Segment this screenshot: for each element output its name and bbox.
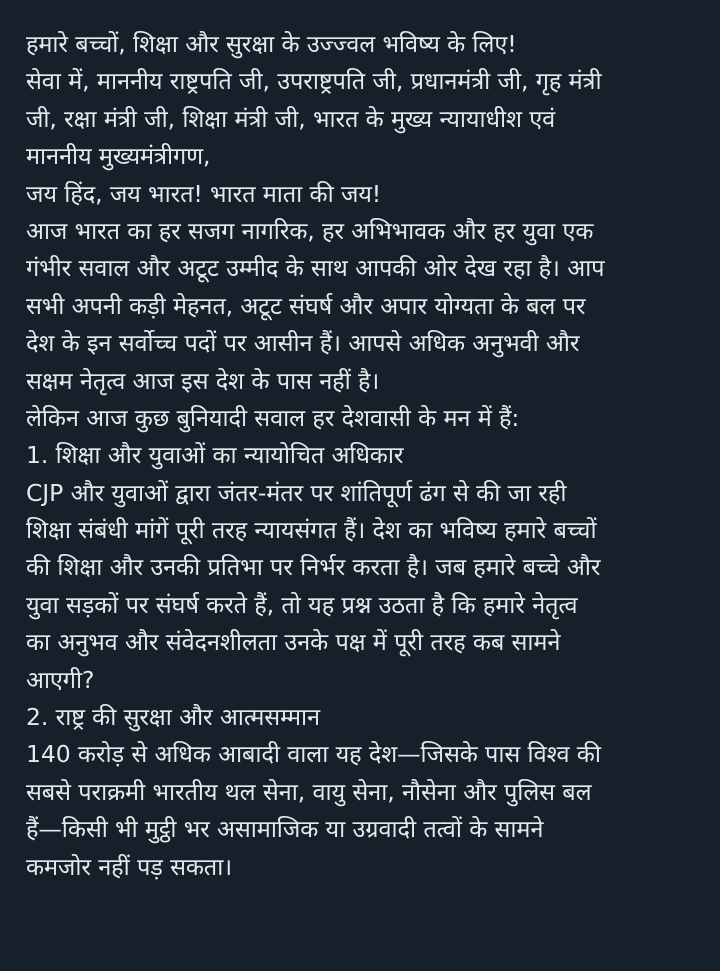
post-text	[26, 26, 716, 886]
post-line: आएगी?	[26, 665, 95, 694]
post-line: सभी अपनी कड़ी मेहनत, अटूट संघर्ष और अपार योग्यता के बल पर	[26, 291, 586, 320]
post-line: आज भारत का हर सजग नागरिक, हर अभिभावक और हर युवा एक	[26, 216, 594, 245]
post-line: हमारे बच्चों, शिक्षा और सुरक्षा के उज्ज्वल भविष्य के लिए!	[26, 30, 517, 58]
section-heading: 1. शिक्षा और युवाओं का न्यायोचित अधिकार	[26, 441, 404, 470]
post-line: लेकिन आज कुछ बुनियादी सवाल हर देशवासी के मन में हैं:	[26, 403, 520, 432]
post-line: माननीय मुख्यमंत्रीगण,	[26, 142, 211, 171]
post-line: CJP और युवाओं द्वारा जंतर-मंतर पर शांतिपूर्ण ढंग से की जा रही	[26, 478, 567, 507]
post-line: युवा सड़कों पर संघर्ष करते हैं, तो यह प्रश्न उठता है कि हमारे नेतृत्व	[26, 590, 578, 619]
post-line: शिक्षा संबंधी मांगें पूरी तरह न्यायसंगत हैं। देश का भविष्य हमारे बच्चों	[26, 516, 597, 545]
post-line: जी, रक्षा मंत्री जी, शिक्षा मंत्री जी, भारत के मुख्य न्यायाधीश एवं	[26, 104, 556, 133]
post-line: गंभीर सवाल और अटूट उम्मीद के साथ आपकी ओर देख रहा है। आप	[26, 254, 605, 283]
section-heading: 2. राष्ट्र की सुरक्षा और आत्मसम्मान	[26, 703, 320, 732]
post-line: जय हिंद, जय भारत! भारत माता की जय!	[26, 179, 382, 208]
post-line: सक्षम नेतृत्व आज इस देश के पास नहीं है।	[26, 366, 380, 395]
post-line: की शिक्षा और उनकी प्रतिभा पर निर्भर करता है। जब हमारे बच्चे और	[26, 553, 601, 582]
post-line: कमजोर नहीं पड़ सकता।	[26, 852, 232, 881]
post-line: का अनुभव और संवेदनशीलता उनके पक्ष में पूरी तरह कब सामने	[26, 628, 561, 657]
post-line: हैं—किसी भी मुट्ठी भर असामाजिक या उग्रवादी तत्वों के सामने	[26, 815, 544, 844]
post-line: सबसे पराक्रमी भारतीय थल सेना, वायु सेना, नौसेना और पुलिस बल	[26, 777, 592, 806]
post-line: 140 करोड़ से अधिक आबादी वाला यह देश—जिसके पास विश्व की	[26, 740, 601, 769]
post-line: देश के इन सर्वोच्च पदों पर आसीन हैं। आपसे अधिक अनुभवी और	[26, 329, 580, 358]
post-line: सेवा में, माननीय राष्ट्रपति जी, उपराष्ट्रपति जी, प्रधानमंत्री जी, गृह मंत्री	[26, 67, 602, 96]
